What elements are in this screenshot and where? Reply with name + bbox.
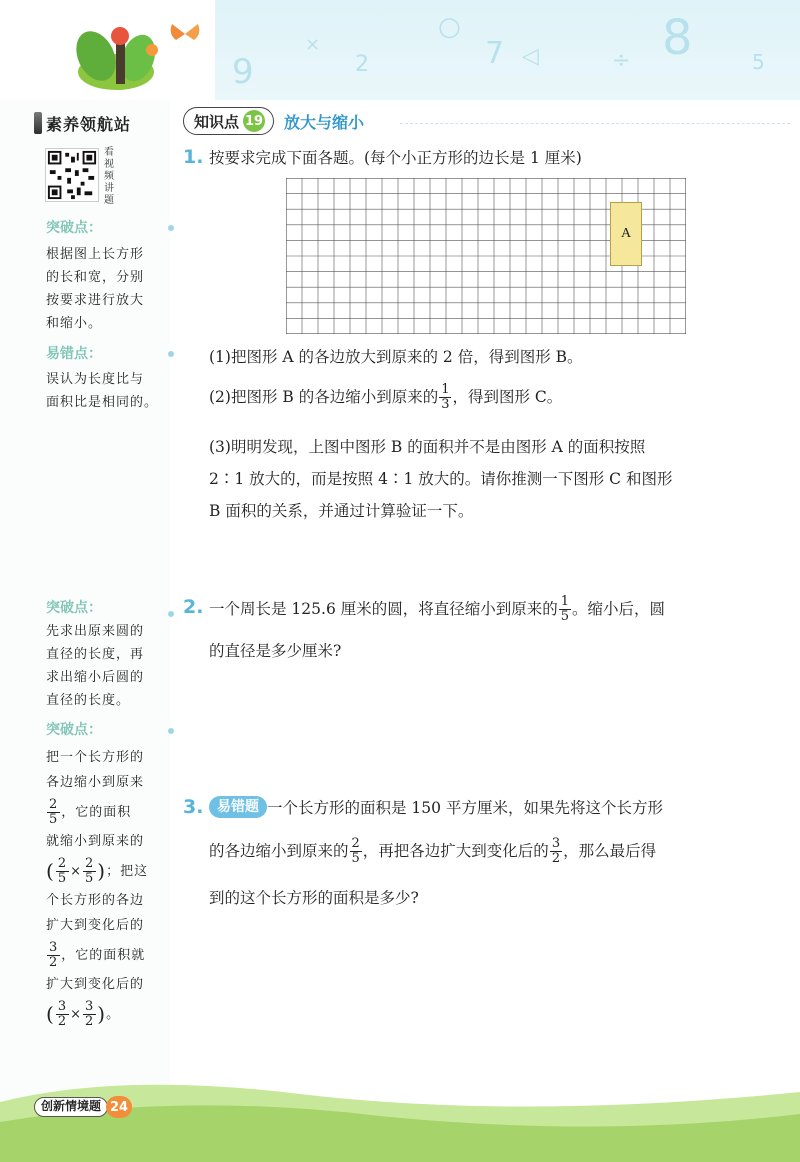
page-number: 24 [106, 1096, 132, 1118]
tip-dot-icon [168, 351, 174, 357]
tip-line: 扩大到变化后的 [46, 977, 145, 992]
tip-line: 的长和宽，分别 [46, 270, 145, 285]
tip-line: 面积比是相同的。 [46, 395, 159, 410]
question-number: 1. [183, 146, 204, 168]
tip-line: 直径的长度。 [46, 693, 131, 708]
tip-line: ( $\frac{3}{2}$ × $\frac{3}{2}$ ) 。 [46, 998, 121, 1029]
question-stem: 按要求完成下面各题。(每个小正方形的边长是 1 厘米) [209, 149, 582, 167]
deco-nine-icon: 9 [232, 52, 254, 92]
fraction: $\frac{3}{2}$ [551, 835, 561, 866]
butterfly-icon [168, 20, 202, 48]
tip-line: 直径的长度，再 [46, 647, 145, 662]
footer-label: 创新情境题 [34, 1097, 108, 1117]
question-part: (2)把图形 B 的各边缩小到原来的 $\frac{1}{3}$ ，得到图形 C。 [209, 381, 563, 412]
shape-a-label: A [620, 226, 632, 241]
question-number: 2. [183, 596, 204, 618]
knowledge-point-title [183, 107, 364, 135]
tip-line: 按要求进行放大 [46, 293, 145, 308]
fraction: $\frac{3}{2}$ [85, 998, 95, 1029]
question-stem: 的各边缩小到原来的 $\frac{2}{5}$ ，再把各边扩大到变化后的 $\frac{3}{2}$ ，那么最后得 [209, 835, 657, 866]
tip-dot-icon [168, 225, 174, 231]
question-part: (1)把图形 A 的各边放大到原来的 2 倍，得到图形 B。 [209, 348, 583, 366]
fraction: $\frac{2}{5}$ [57, 855, 68, 886]
tip-line: 扩大到变化后的 [46, 918, 145, 933]
brand [34, 112, 131, 134]
deco-five-icon: 5 [752, 50, 765, 74]
question-stem: 到的这个长方形的面积是多少? [209, 889, 419, 907]
fraction: $\frac{2}{5}$ [49, 796, 59, 827]
tip-line: 根据图上长方形 [46, 247, 145, 262]
tip-head: 突破点： [46, 600, 102, 616]
footer-badge [34, 1096, 132, 1118]
tip-head: 易错点： [46, 346, 102, 362]
tip-line: $\frac{2}{5}$ ，它的面积 [49, 796, 132, 827]
question-stem: 一个周长是 125.6 厘米的圆，将直径缩小到原来的 $\frac{1}{5}$ 。缩小后，圆 [209, 593, 666, 624]
kp-number: 19 [243, 110, 265, 132]
tip-line: 个长方形的各边 [46, 893, 145, 908]
shape-a [610, 202, 642, 266]
tip-line: 就缩小到原来的 [46, 834, 145, 849]
tip-text [46, 745, 164, 1031]
question-stem: 的直径是多少厘米? [209, 642, 342, 660]
brand-title: 素养领航站 [46, 114, 132, 134]
fraction: $\frac{2}{5}$ [85, 855, 95, 886]
knowledge-point-badge [183, 107, 274, 135]
kp-label: 知识点 [194, 112, 240, 131]
deco-times-icon: × [305, 34, 321, 55]
fraction: $\frac{1}{5}$ [560, 593, 570, 624]
deco-divide-icon: ÷ [612, 48, 631, 73]
deco-circle-icon: ○ [438, 12, 461, 42]
fraction: $\frac{2}{5}$ [351, 835, 360, 866]
tip-text [46, 368, 164, 414]
fraction: $\frac{3}{2}$ [49, 939, 59, 970]
question-stem: 易错题 一个长方形的面积是 150 平方厘米，如果先将这个长方形 [209, 796, 663, 818]
plant-illustration-icon [66, 16, 176, 94]
question-number: 3. [183, 796, 204, 818]
tip-dot-icon [168, 728, 174, 734]
tip-line: ( $\frac{2}{5}$ × $\frac{2}{5}$ ) ；把这 [46, 855, 149, 886]
qr-caption: 看视频讲题 [104, 147, 114, 206]
kp-topic: 放大与缩小 [284, 112, 365, 132]
deco-seven-icon: 7 [485, 36, 505, 71]
deco-two-icon: 2 [355, 52, 369, 77]
title-divider [400, 123, 790, 124]
qr-code[interactable] [45, 148, 99, 202]
tip-head: 突破点： [46, 722, 102, 738]
tip-line: $\frac{3}{2}$ ，它的面积就 [49, 939, 146, 970]
deco-eight-icon: 8 [662, 10, 693, 66]
deco-triangle-icon: ◁ [522, 44, 539, 69]
error-prone-badge: 易错题 [209, 796, 267, 818]
tip-line: 和缩小。 [46, 316, 103, 331]
question-part: (3)明明发现，上图中图形 B 的面积并不是由图形 A 的面积按照 2∶1 放大的，而是按照 4∶1 放大的。请你推测一下图形 C 和图形 B 面积的关系，并通过计算验证一下。 [209, 438, 673, 520]
tip-line: 误认为长度比与 [46, 372, 145, 387]
tip-line: 求出缩小后圆的 [46, 670, 145, 685]
tip-head: 突破点： [46, 220, 102, 236]
brand-marker-icon [34, 112, 42, 134]
fraction: $\frac{3}{2}$ [57, 998, 68, 1029]
fraction: $\frac{1}{3}$ [441, 381, 450, 412]
tip-text [46, 243, 164, 335]
tip-text [46, 620, 164, 712]
tip-line: 把一个长方形的 [46, 750, 145, 765]
tip-line: 先求出原来圆的 [46, 624, 145, 639]
tip-dot-icon [168, 611, 174, 617]
tip-line: 各边缩小到原来 [46, 775, 145, 790]
